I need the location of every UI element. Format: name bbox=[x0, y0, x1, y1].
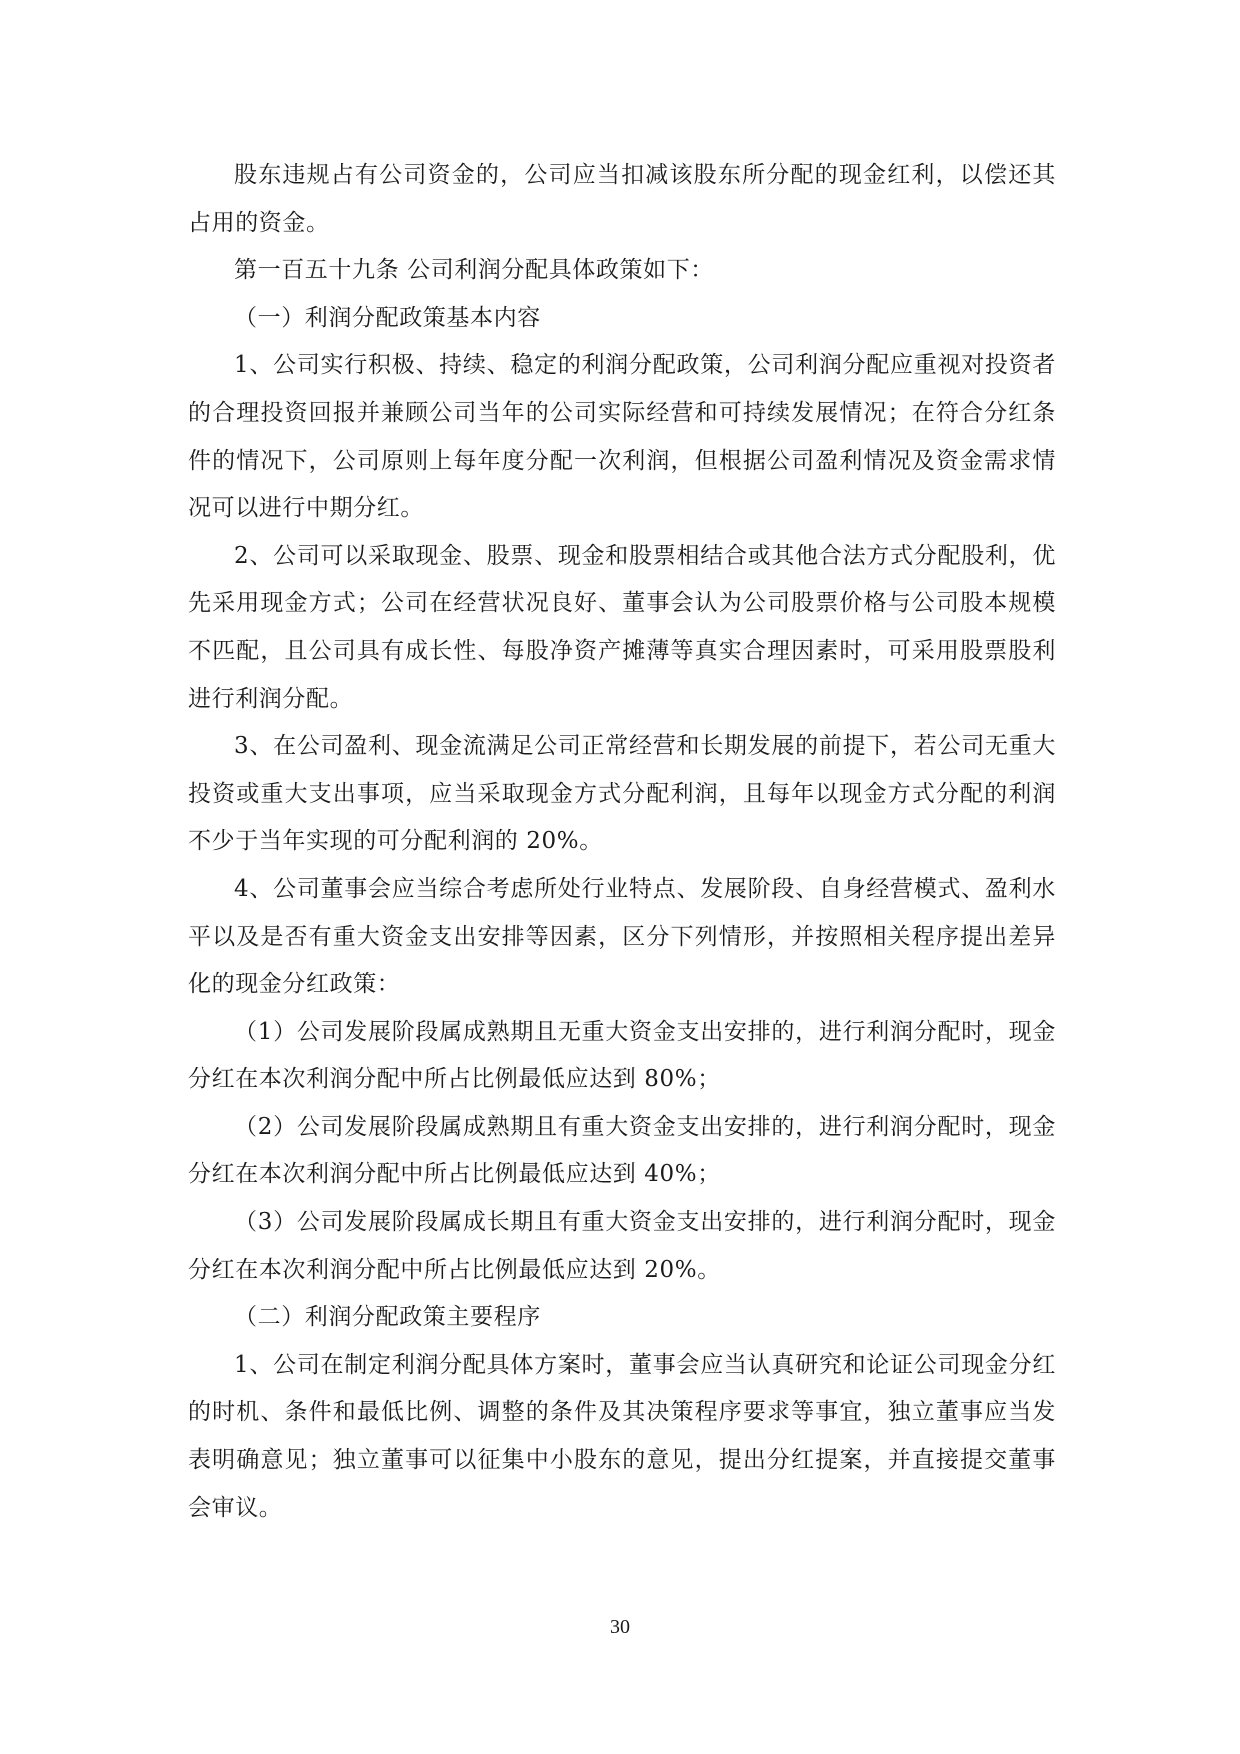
paragraph-subitem-3: （3）公司发展阶段属成长期且有重大资金支出安排的，进行利润分配时，现金分红在本次利润分配中所占比例最低应达到 20%。 bbox=[188, 1209, 1056, 1283]
section-heading-main-procedure: （二）利润分配政策主要程序 bbox=[234, 1304, 541, 1331]
paragraph-item-2: 2、公司可以采取现金、股票、现金和股票相结合或其他合法方式分配股利，优先采用现金方式；公司在经营状况良好、董事会认为公司股票价格与公司股本规模不匹配，且公司具有成长性、每股净资产摊薄等真实合理因素时，可采用股票股利进行利润分配。 bbox=[188, 542, 1056, 712]
paragraph-procedure-1: 1、公司在制定利润分配具体方案时，董事会应当认真研究和论证公司现金分红的时机、条件和最低比例、调整的条件及其决策程序要求等事宜，独立董事应当发表明确意见；独立董事可以征集中小股东的意见，提出分红提案，并直接提交董事会审议。 bbox=[188, 1351, 1056, 1521]
paragraph-item-1: 1、公司实行积极、持续、稳定的利润分配政策，公司利润分配应重视对投资者的合理投资回报并兼顾公司当年的公司实际经营和可持续发展情况；在符合分红条件的情况下，公司原则上每年度分配一次利润，但根据公司盈利情况及资金需求情况可以进行中期分红。 bbox=[188, 352, 1056, 522]
paragraph-item-4: 4、公司董事会应当综合考虑所处行业特点、发展阶段、自身经营模式、盈利水平以及是否有重大资金支出安排等因素，区分下列情形，并按照相关程序提出差异化的现金分红政策： bbox=[188, 875, 1056, 998]
article-159-heading: 第一百五十九条 公司利润分配具体政策如下： bbox=[234, 257, 714, 284]
paragraph-subitem-1: （1）公司发展阶段属成熟期且无重大资金支出安排的，进行利润分配时，现金分红在本次利润分配中所占比例最低应达到 80%； bbox=[188, 1018, 1056, 1093]
body-text bbox=[188, 152, 1056, 1532]
page-number: 30 bbox=[610, 1616, 630, 1638]
paragraph-subitem-2: （2）公司发展阶段属成熟期且有重大资金支出安排的，进行利润分配时，现金分红在本次利润分配中所占比例最低应达到 40%； bbox=[188, 1113, 1056, 1188]
paragraph-item-3: 3、在公司盈利、现金流满足公司正常经营和长期发展的前提下，若公司无重大投资或重大支出事项，应当采取现金方式分配利润，且每年以现金方式分配的利润不少于当年实现的可分配利润的 20%。 bbox=[188, 733, 1056, 855]
paragraph-dividend-deduction: 股东违规占有公司资金的，公司应当扣减该股东所分配的现金红利，以偿还其占用的资金。 bbox=[188, 162, 1056, 236]
section-heading-basic-content: （一）利润分配政策基本内容 bbox=[234, 304, 541, 331]
